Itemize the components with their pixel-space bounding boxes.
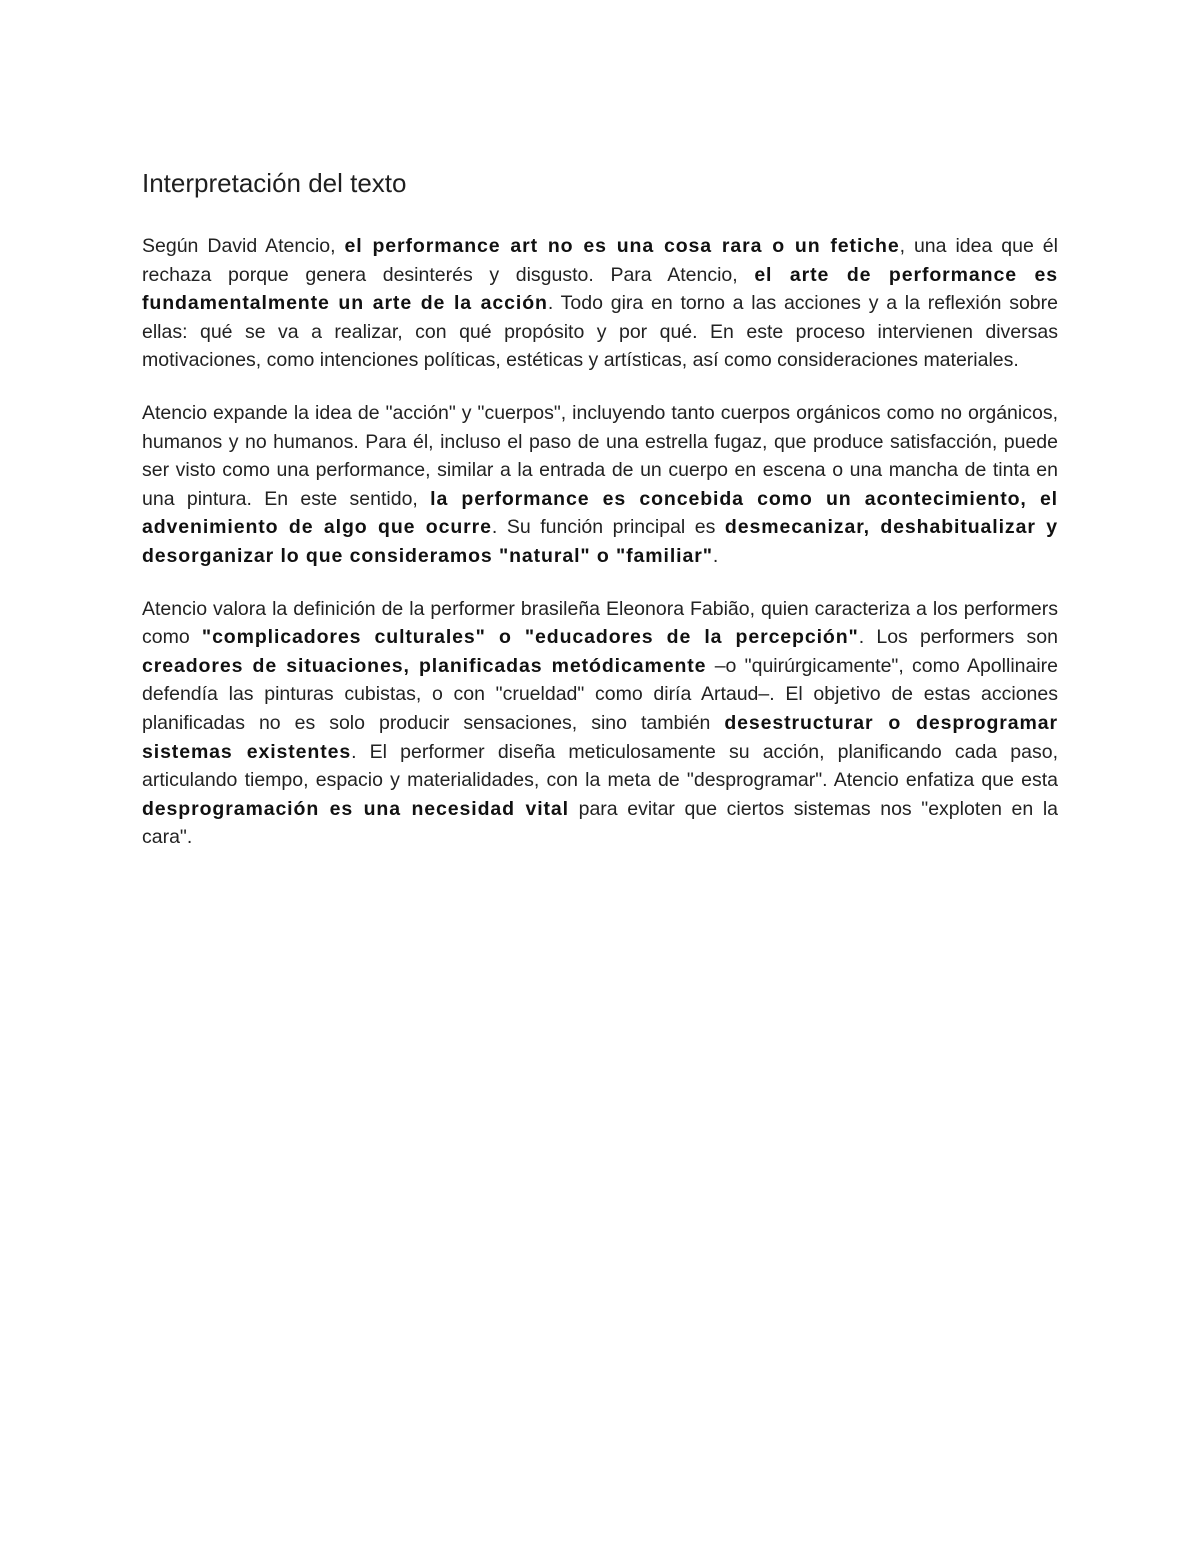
- bold-text-run: el arte de performance es fundamentalmente un arte de la acción: [142, 263, 1058, 315]
- paragraph-3: [142, 595, 1058, 852]
- paragraph-2: [142, 399, 1058, 571]
- text-run: . El performer diseña meticulosamente su acción, planificando cada paso, articulando tiempo, espacio y materialidades, con la meta de "desprogramar". Atencio enfatiza que esta: [142, 740, 1058, 792]
- bold-text-run: creadores de situaciones, planificadas metódicamente: [142, 654, 707, 677]
- document-title: Interpretación del texto: [142, 168, 407, 198]
- bold-text-run: "complicadores culturales" o "educadores de la percepción": [201, 626, 859, 649]
- text-run: . Todo gira en torno a las acciones y a la reflexión sobre ellas: qué se va a realizar, con qué propósito y por qué. En este proceso intervienen diversas motivaciones, como intenciones políticas, estéticas y artísticas, así como consideraciones materiales.: [142, 292, 1058, 372]
- text-run: para evitar que ciertos sistemas nos "exploten en la cara".: [142, 797, 1058, 849]
- text-run: . Su función principal es: [491, 516, 725, 539]
- bold-text-run: desestructurar o desprogramar sistemas existentes: [142, 711, 1058, 763]
- text-run: Atencio expande la idea de "acción" y "cuerpos", incluyendo tanto cuerpos orgánicos como no orgánicos, humanos y no humanos. Para él, incluso el paso de una estrella fugaz, que produce satisfacción, puede ser visto como una performance, similar a la entrada de un cuerpo en escena o una mancha de tinta en una pintura. En este sentido,: [142, 401, 1058, 510]
- text-run: Según David Atencio,: [142, 235, 345, 257]
- text-run: –o "quirúrgicamente", como Apollinaire defendía las pinturas cubistas, o con "crueldad" como diría Artaud–. El objetivo de estas acciones planificadas no es solo producir sensaciones, sino también: [142, 654, 1059, 734]
- text-run: .: [712, 544, 719, 567]
- document-page: [142, 166, 1058, 876]
- text-run: Atencio valora la definición de la performer brasileña Eleonora Fabião, quien caracteriza a los performers como: [142, 597, 1058, 649]
- bold-text-run: la performance es concebida como un acontecimiento, el advenimiento de algo que ocurre: [142, 487, 1059, 539]
- bold-text-run: desprogramación es una necesidad vital: [142, 797, 569, 820]
- text-run: . Los performers son: [858, 626, 1058, 649]
- bold-text-run: el performance art no es una cosa rara o un fetiche: [344, 235, 900, 257]
- bold-text-run: desmecanizar, deshabitualizar y desorganizar lo que consideramos "natural" o "familiar": [142, 516, 1058, 567]
- text-run: , una idea que él rechaza porque genera desinterés y disgusto. Para Atencio,: [142, 235, 1058, 286]
- paragraph-1: [142, 232, 1058, 375]
